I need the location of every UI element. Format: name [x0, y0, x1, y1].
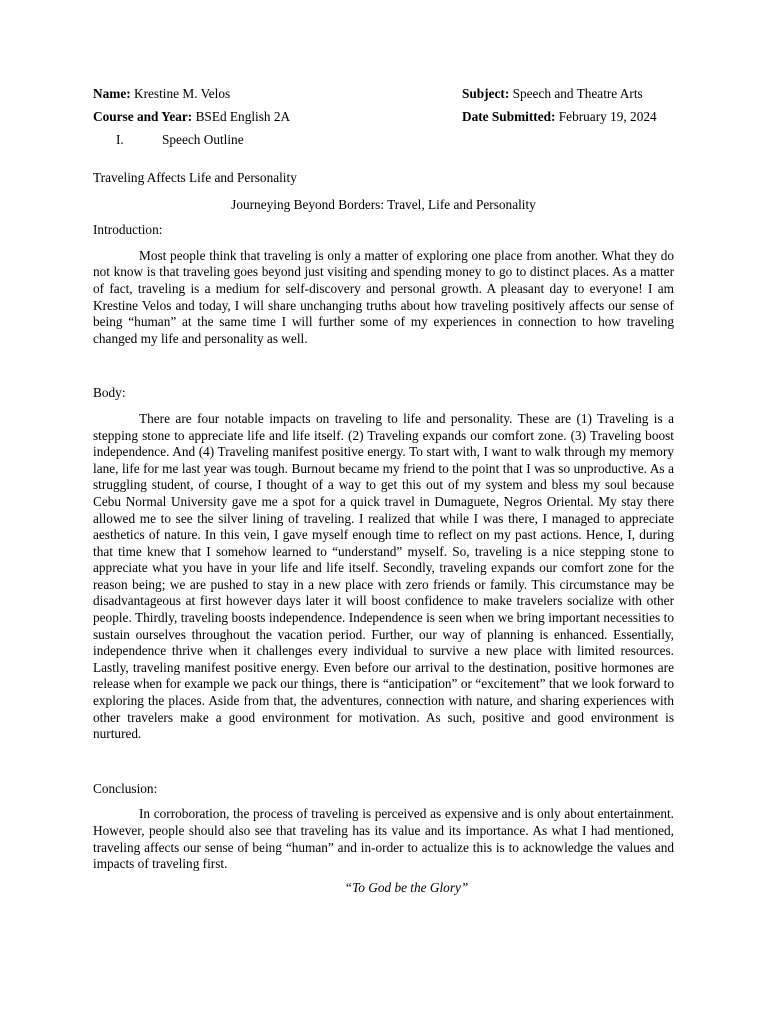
outline-heading-text: Speech Outline — [162, 132, 244, 147]
header-row-2 — [93, 109, 674, 132]
conclusion-paragraph: In corroboration, the process of traveling is perceived as expensive and is only about entertainment. However, people should also see that traveling has its value and its importance. As what I had mentioned, traveling affects our sense of being “human” and in-order to actualize this is to acknowledge the values and impacts of traveling first. — [93, 806, 674, 872]
conclusion-label: Conclusion: — [93, 780, 158, 796]
subject-field — [462, 86, 674, 103]
subject-label: Subject: — [462, 86, 510, 101]
course-field — [93, 109, 462, 126]
body-paragraph: There are four notable impacts on traveling to life and personality. These are (1) Traveling is a stepping stone to appreciate life and life itself. (2) Traveling expands our comfort zone. (3) Traveling boost independence. And (4) Traveling manifest positive energy. To start with, I want to walk through my memory lane, life for me last year was tough. Burnout became my friend to the point that I was so unproductive. As a struggling student, of course, I thought of a way to get this out of my system and bless my soul because Cebu Normal University gave me a spot for a quick travel in Dumaguete, Negros Oriental. My stay there allowed me to see the silver lining of traveling. I realized that while I was there, I managed to appreciate aesthetics of nature. In this vein, I gave myself enough time to reflect on my past actions. Hence, I, during that time knew that I somehow learned to “understand” myself. So, traveling is a nice stepping stone to appreciate what you have in your life and life itself. Secondly, traveling expands our comfort zone for the reason being; we are pushed to stay in a new place with zero friends or family. This circumstance may be disadvantageous at first however days later it will boost confidence to make travelers socialize with other people. Thirdly, traveling boosts independence. Independence is seen when we bring important necessities to sustain ourselves throughout the vacation period. Further, our way of planning is enhanced. Essentially, independence thrive when it challenges every individual to survive a new place with limited resources. Lastly, traveling manifest positive energy. Even before our arrival to the destination, positive hormones are release when for example we pack our things, there is “anticipation” or “excitement” that we look forward to exploring the places. Aside from that, the adventures, connection with nature, and sharing experiences with other travelers make a good environment for motivation. As such, positive and good environment is nurtured. — [93, 410, 674, 742]
speech-title: Journeying Beyond Borders: Travel, Life and Personality — [231, 196, 536, 212]
course-value: BSEd English 2A — [195, 109, 291, 124]
outline-heading — [93, 132, 674, 152]
speech-topic: Traveling Affects Life and Personality — [93, 170, 297, 185]
subject-value: Speech and Theatre Arts — [512, 86, 643, 101]
closing-line: “To God be the Glory” — [344, 879, 469, 895]
date-value: February 19, 2024 — [558, 109, 657, 124]
introduction-label: Introduction: — [93, 222, 163, 238]
date-label: Date Submitted: — [462, 109, 556, 124]
name-value: Krestine M. Velos — [134, 86, 231, 101]
course-label: Course and Year: — [93, 109, 193, 124]
date-field — [462, 109, 674, 126]
name-field — [93, 86, 462, 103]
header-row-1 — [93, 86, 674, 109]
introduction-paragraph: Most people think that traveling is only a matter of exploring one place from another. What they do not know is that traveling goes beyond just visiting and spending money to go to distinct places. As a matter of fact, traveling is a medium for self-discovery and personal growth. A pleasant day to everyone! I am Krestine Velos and today, I will share unchanging truths about how traveling positively affects our sense of being “human” at the same time I will further some of my experiences in connection to how traveling changed my life and personality as well. — [93, 247, 674, 346]
body-label: Body: — [93, 385, 126, 401]
outline-numeral: I. — [116, 132, 124, 147]
name-label: Name: — [93, 86, 131, 101]
document-page — [93, 86, 674, 896]
